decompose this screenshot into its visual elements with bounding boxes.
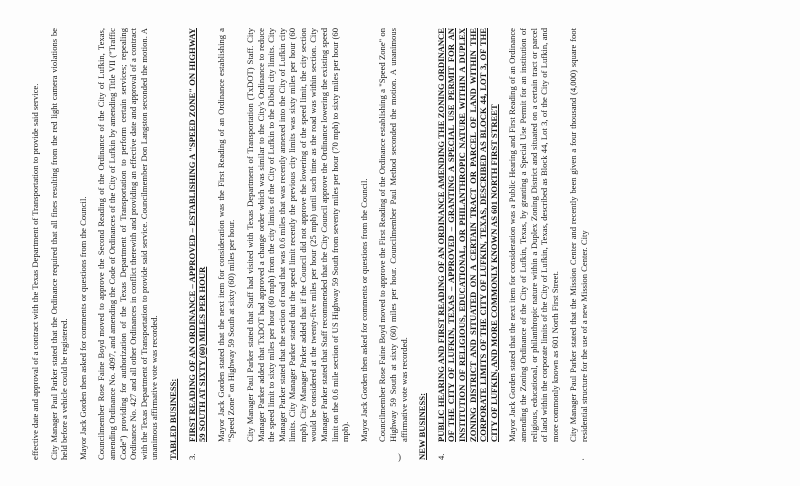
item4-paragraph-intro: Mayor Jack Gorden stated that the next item for consideration was a Public Hearing and First Reading of an Ordinance amending the Zoning Ordinance of the City of Lufkin, Texas, by granting a Special Use Permit for an institution of religious, educational, or philanthropic nature within a Duplex Zoning District and situated on a certain tract or parcel of land within the corporate limits of the City of Lufkin, Texas, described as Block 44, Lot 3, of the City of Lufkin, and more commonly known as 601 North First Street. (507, 28, 560, 442)
agenda-item-3 (187, 28, 208, 460)
paragraph-continuation: effective date and approval of a contract with the Texas Department of Transportation to provide said service. (30, 83, 40, 460)
item3-paragraph-motion: Councilmember Rose Faine Boyd moved to approve the First Reading of the Ordinance establishing a "Speed Zone" on Highway 59 South at sixty (60) miles per hour. Councilmember Paul Method seconded the motion. A unanimous affirmative vote was recorded. (377, 28, 409, 442)
agenda-item-4 (436, 28, 500, 460)
item-title: PUBLIC HEARING AND FIRST READING OF AN ORDINANCE AMENDING THE ZONING ORDINANCE OF THE CITY OF LUFKIN, TEXAS – APPROVED – GRANTING A SPECIAL USE PERMIT FOR AN INSTITUTION OF RELIGIOUS, EDUCATIONAL, OR PHILANTHROPIC NATURE WITHIN A DUPLEX ZONING DISTRICT AND SITUATED ON A CERTAIN TRACT OR PARCEL OF LAND WITHIN THE CORPORATE LIMITS OF THE CITY OF LUFKIN, TEXAS, DESCRIBED AS BLOCK 44, LOT 3, OF THE CITY OF LUFKIN, AND MORE COMMONLY KNOWN AS 601 NORTH FIRST STREET (435, 28, 499, 442)
item-title: FIRST READING OF AN ORDINANCE – APPROVED – ESTABLISHING A "SPEED ZONE" ON HIGHWAY 59 SOUTH AT SIXTY (60) MILES PER HOUR (186, 28, 208, 442)
item-number: 4. (435, 453, 446, 460)
paragraph-motion-second-reading: Councilmember Rose Faine Boyd moved to approve the Second Reading of the Ordinance of the City of Lufkin, Texas, amending Ordinance No. 4097, and amending the Code of Ordinances of the City of Lufkin by amending Title VII ("Traffic Code") providing for authorization of the Texas Department of Transportation to perform certain services; repealing Ordinance No. 427 and all other Ordinances in conflict therewith and providing an effective date and approval of a contract with the Texas Department of Transportation to provide said service. Councilmember Don Langston seconded the motion. A unanimous affirmative vote was recorded. (96, 28, 160, 460)
paragraph-mayor-comments: Mayor Jack Gorden then asked for comments or questions from the Council. (77, 196, 88, 460)
page-mark: . (582, 452, 585, 462)
paragraph-city-manager-fines: City Manager Paul Parker stated that the Ordinance required that all fines resulting from the red light camera violations be held before a vehicle could be registered. (48, 28, 70, 460)
item-number: 3. (186, 453, 197, 460)
item4-paragraph-city-manager: City Manager Paul Parker stated that the Mission Center and recently been given a four thousand (4,000) square foot residential structure for the use of a new Mission Center. City (568, 28, 589, 442)
item3-paragraph-intro: Mayor Jack Gorden stated that the next item for consideration was the First Reading of an Ordinance establishing a "Speed Zone" on Highway 59 South at sixty (60) miles per hour. (215, 28, 237, 442)
section-heading-tabled-business: TABLED BUSINESS: (167, 378, 178, 460)
section-heading-new-business: NEW BUSINESS: (417, 393, 428, 460)
page-mark: ) (398, 452, 401, 462)
item3-paragraph-mayor: Mayor Jack Gorden then asked for comments or questions from the Council. (358, 178, 369, 442)
item3-paragraph-city-manager: City Manager Paul Parker stated that Staff had visited with Texas Department of Transportation (TxDOT) Staff. City Manager Parker added that TxDOT had approved a change order which was similar to the City's Ordinance to reduce the speed limit to sixty miles per hour (60 mph) from the city limits of the City of Lufkin to the Diboll city limits. City Manager Parker stated that the section of road that was 0.6 miles that was recently annexed into the City of Lufkin city limits. City Manager Parker stated that the speed limit recently the previous city limits was sixty miles per hour (60 mph). City Manager Parker added that if the Council did not approve the lowering of the speed limit, the city section would be considered at the twenty-five miles per hour (25 mph) until such time as the road was within section. City Manager Parker stated that Staff recommended that the City Council approve the Ordinance lowering the existing speed limit on the 0.6 mile section of US Highway 59 South from seventy miles per hour (70 mph) to sixty miles per hour (60 mph). (244, 28, 351, 442)
